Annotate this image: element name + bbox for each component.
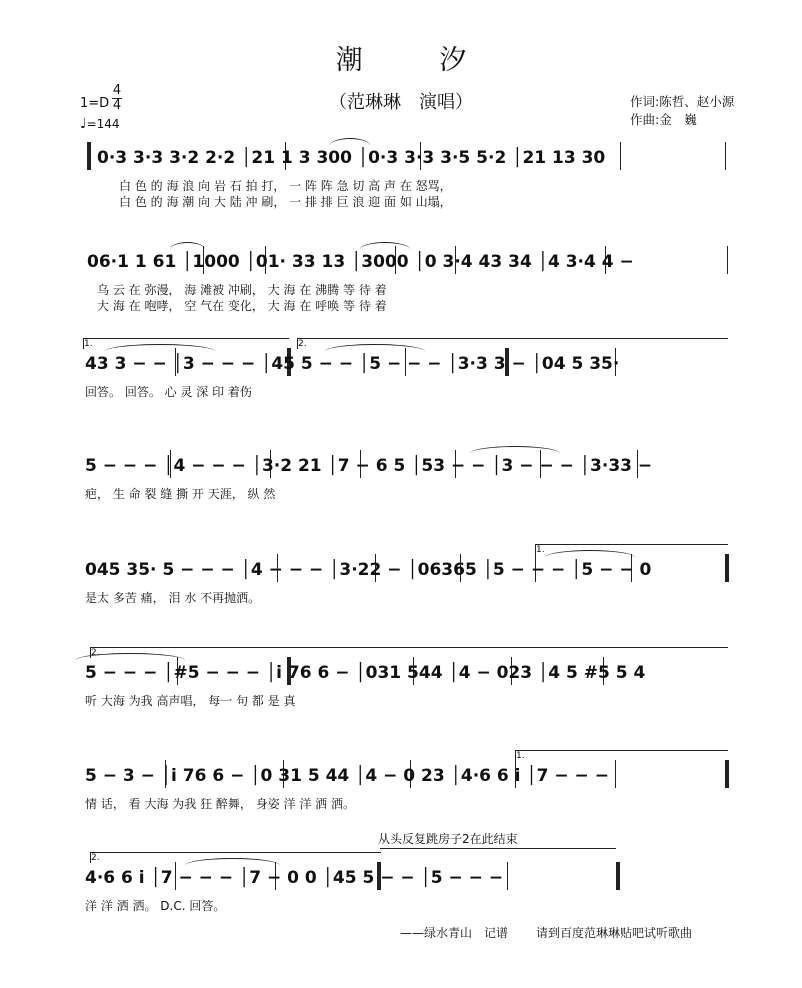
volta-label: 2. xyxy=(298,339,307,349)
notes-row: 045 35· 5 − − − │4 − − − │3·22 − │06365 │5 − − − │5 − − 0 xyxy=(85,560,652,580)
transcriber-credit: ——绿水青山 记谱 xyxy=(400,926,509,940)
staff-line-3 xyxy=(75,339,729,446)
notes-row: 5 − 3 − │i 76 6 − │0 31 5 44 │4 − 0 23 │4·6 6 i │7 − − − xyxy=(85,766,609,786)
bar-line xyxy=(620,142,621,170)
volta-label: 2. xyxy=(91,853,100,863)
repeat-end-bar xyxy=(725,554,729,582)
lyrics-verse-1: 乌 云 在 弥漫， 海 滩被 冲刷， 大 海 在 沸腾 等 待 着 xyxy=(97,283,387,297)
lyrics-verse-1: 情 话， 看 大海 为我 狂 醉舞， 身姿 洋 洋 洒 洒。 xyxy=(85,797,355,811)
volta-label: 1. xyxy=(516,751,525,761)
volta-label: 2. xyxy=(91,648,100,658)
end-bar xyxy=(616,862,620,890)
notes-row: 5 − − − │#5 − − − │i 76 6 − │031 544 │4 − 023 │4 5 #5 5 4 xyxy=(85,663,646,683)
lyrics-verse-1: 白 色 的 海 浪 向 岩 石 拍 打， 一 阵 阵 急 切 高 声 在 怒骂， xyxy=(119,179,452,193)
notes-row: 5 − − − │4 − − − │3·2 21 │7 − 6 5 │53 − − │3 − − − │3·33 − xyxy=(85,456,653,476)
volta-label: 1. xyxy=(84,339,93,349)
lyrics-verse-2: 大 海 在 咆哮， 空 气在 变化， 大 海 在 呼唤 等 待 着 xyxy=(97,299,387,313)
time-signature-top: 4 xyxy=(112,83,122,98)
bar-line xyxy=(727,246,728,274)
tempo-value: =144 xyxy=(86,117,120,131)
notes-row: 06·1 1 61 │1000 │01· 33 13 │3000 │0 3·4 43 34 │4 3·4 4 − xyxy=(87,252,634,272)
lyrics-verse-1: 是太 多苦 痛， 泪 水 不再抛洒。 xyxy=(85,591,261,605)
notes-row: 4·6 6 i │7 − − − │7 − 0 0 │45 5 − − │5 − − − xyxy=(85,868,504,888)
key-signature: 1=D xyxy=(80,96,110,111)
dc-bracket xyxy=(380,848,616,850)
volta-first-ending xyxy=(515,750,728,761)
lyrics-verse-1: 回答。 回答。 心 灵 深 印 着伤 xyxy=(85,385,252,399)
composer-credit: 作曲:金 巍 xyxy=(630,112,697,127)
repeat-end-bar xyxy=(725,760,729,788)
bar-line xyxy=(615,760,616,788)
notes-row: 43 3 − − │3 − − − │45 5 − − │5 − − − │3·3 3 − │04 5 35· xyxy=(85,354,620,374)
lyricist-credit: 作词:陈哲、赵小源 xyxy=(630,94,735,109)
staff-line-1 xyxy=(75,148,729,240)
staff-line-5 xyxy=(75,545,729,652)
song-subtitle: （范琳琳 演唱） xyxy=(329,92,473,113)
lyrics-verse-1: 听 大海 为我 高声唱， 每一 句 都 是 真 xyxy=(85,694,296,708)
lyrics-verse-1: 疤， 生 命 裂 缝 撕 开 天涯， 纵 然 xyxy=(85,487,276,501)
staff-line-8 xyxy=(75,853,729,960)
quarter-note-icon: ♩ xyxy=(80,116,87,132)
volta-second-ending xyxy=(90,647,728,658)
volta-label: 1. xyxy=(536,545,545,555)
bar-line xyxy=(507,862,508,890)
notes-row: 0·3 3·3 3·2 2·2 │21 1 3 300 │0·3 3·3 3·5 5·2 │21 13 30 xyxy=(97,148,606,168)
dc-instruction: 从头反复跳房子2在此结束 xyxy=(378,832,518,846)
tempo-marking xyxy=(80,116,120,132)
time-signature-bottom: 4 xyxy=(112,98,122,113)
bar-line xyxy=(725,142,726,170)
lyrics-verse-2: 白 色 的 海 潮 向 大 陆 冲 刷， 一 排 排 巨 浪 迎 面 如 山塌， xyxy=(119,195,452,209)
staff-line-4 xyxy=(75,456,729,548)
time-signature xyxy=(112,84,122,113)
listen-note: 请到百度范琳琳贴吧试听歌曲 xyxy=(536,926,693,940)
song-title: 潮 汐 xyxy=(335,45,501,76)
lyrics-verse-1: 洋 洋 洒 洒。 D.C. 回答。 xyxy=(85,899,226,913)
staff-line-2 xyxy=(75,252,729,344)
repeat-start-bar xyxy=(87,142,91,170)
staff-line-6 xyxy=(75,648,729,755)
